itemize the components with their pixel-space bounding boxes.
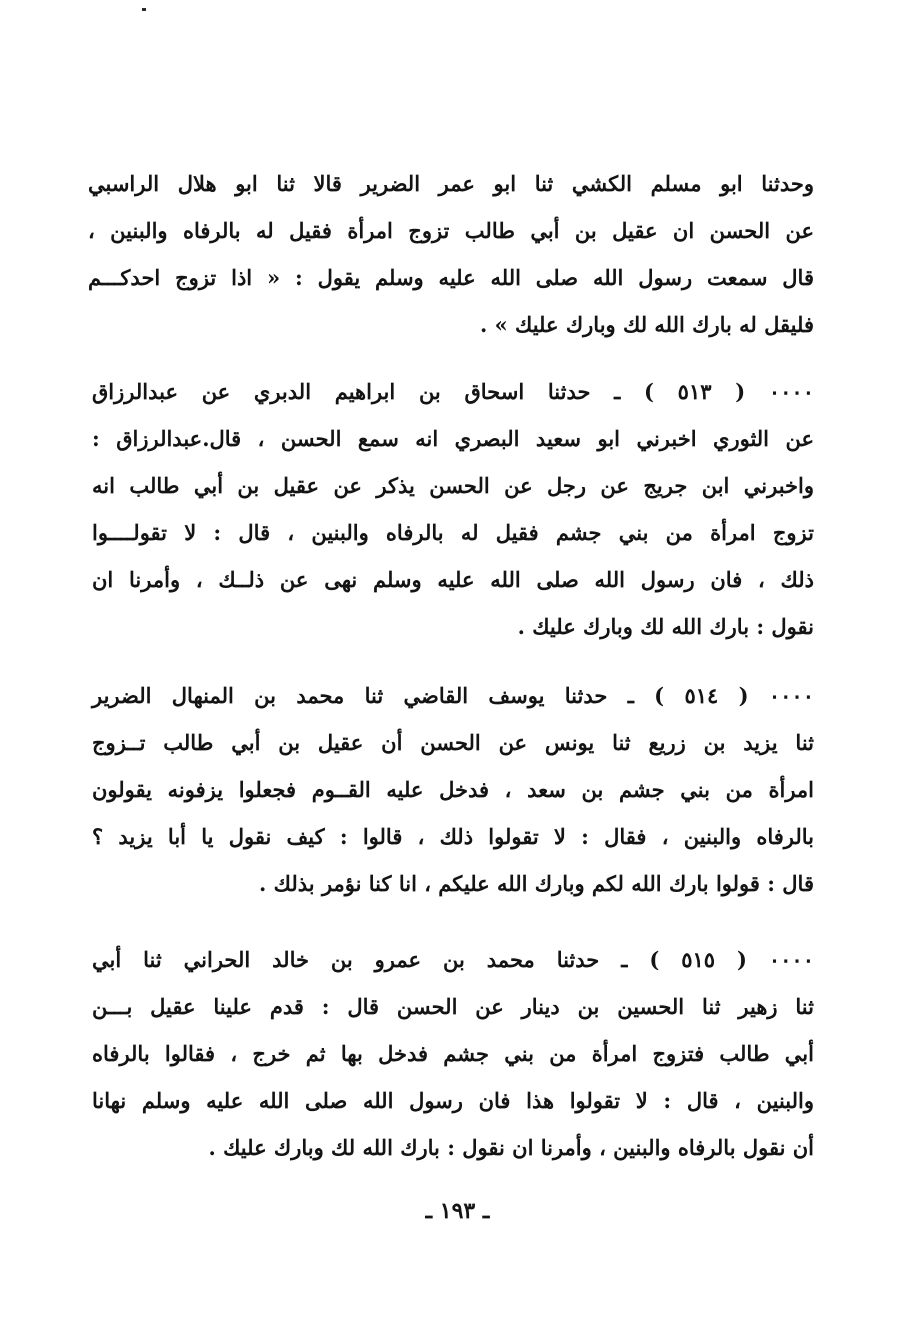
text-line: والبنين ، قال : لا تقولوا هذا فان رسول الله صلى الله عليه وسلم نهانا	[92, 1088, 814, 1113]
text-line: ٠٠٠٠ ( ٥١٥ ) ـ حدثنا محمد بن عمرو بن خالد الحراني ثنا أبي	[92, 947, 814, 972]
paragraph-hadith-514	[92, 672, 814, 907]
text-line: واخبرني ابن جريج عن رجل عن الحسن يذكر عن عقيل بن أبي طالب انه	[92, 473, 814, 498]
text-line: أبي طالب فتزوج امرأة من بني جشم فدخل بها ثم خرج ، فقالوا بالرفاه	[92, 1041, 814, 1066]
text-line: ثنا يزيد بن زريع ثنا يونس عن الحسن أن عقيل بن أبي طالب تــزوج	[92, 730, 814, 755]
text-line: فليقل له بارك الله لك وبارك عليك » .	[479, 312, 814, 337]
text-line: قال سمعت رسول الله صلى الله عليه وسلم يقول : « اذا تزوج احدكـــم	[88, 265, 814, 290]
scan-mark	[142, 8, 146, 11]
text-line: عن الحسن ان عقيل بن أبي طالب تزوج امرأة فقيل له بالرفاه والبنين ،	[88, 218, 814, 243]
paragraph-hadith-intro	[88, 160, 814, 348]
text-line: بالرفاه والبنين ، فقال : لا تقولوا ذلك ، قالوا : كيف نقول يا أبا يزيد ؟	[92, 824, 814, 849]
text-line: ٠٠٠٠ ( ٥١٣ ) ـ حدثنا اسحاق بن ابراهيم الدبري عن عبدالرزاق	[92, 379, 814, 404]
page-number: ـ ١٩٣ ـ	[425, 1198, 490, 1224]
text-line: نقول : بارك الله لك وبارك عليك .	[517, 614, 814, 639]
text-line: عن الثوري اخبرني ابو سعيد البصري انه سمع الحسن ، قال.عبدالرزاق :	[92, 426, 814, 451]
text-line: قال : قولوا بارك الله لكم وبارك الله عليكم ، انا كنا نؤمر بذلك .	[259, 871, 814, 896]
text-line: امرأة من بني جشم بن سعد ، فدخل عليه القــوم فجعلوا يزفونه يقولون	[92, 777, 814, 802]
text-line: وحدثنا ابو مسلم الكشي ثنا ابو عمر الضرير قالا ثنا ابو هلال الراسبي	[88, 171, 814, 196]
paragraph-hadith-515	[92, 936, 814, 1171]
text-line: أن نقول بالرفاه والبنين ، وأمرنا ان نقول : بارك الله لك وبارك عليك .	[208, 1135, 814, 1160]
paragraph-hadith-513	[92, 368, 814, 650]
text-line: ثنا زهير ثنا الحسين بن دينار عن الحسن قال : قدم علينا عقيل بـــن	[92, 994, 814, 1019]
text-line: ذلك ، فان رسول الله صلى الله عليه وسلم نهى عن ذلــك ، وأمرنا ان	[92, 567, 814, 592]
text-line: تزوج امرأة من بني جشم فقيل له بالرفاه والبنين ، قال : لا تقولــــوا	[92, 520, 814, 545]
text-line: ٠٠٠٠ ( ٥١٤ ) ـ حدثنا يوسف القاضي ثنا محمد بن المنهال الضرير	[92, 683, 814, 708]
